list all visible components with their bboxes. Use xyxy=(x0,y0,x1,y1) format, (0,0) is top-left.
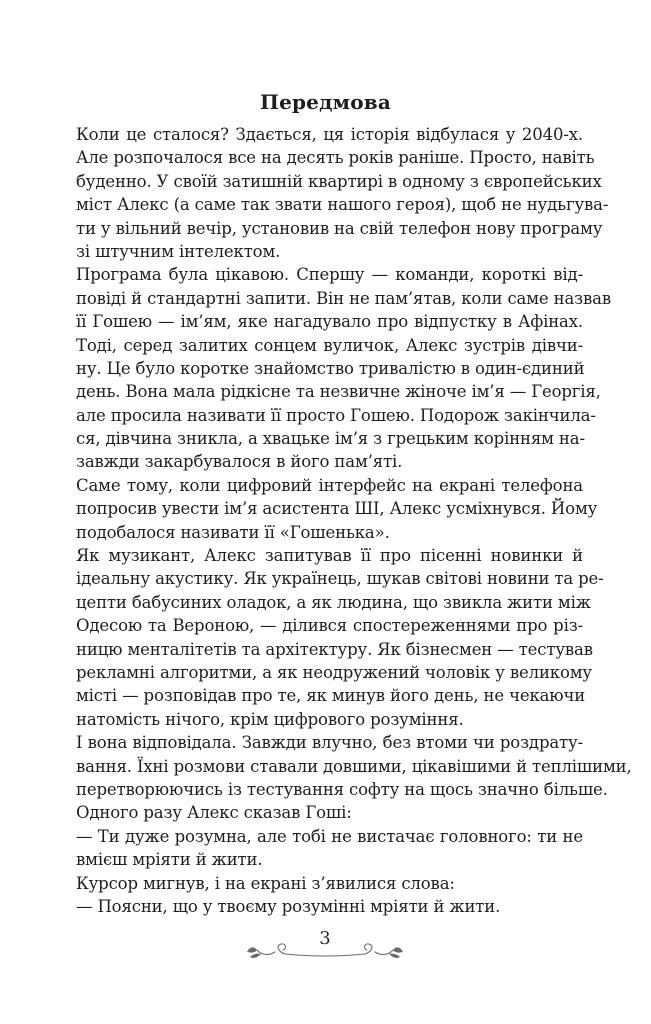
text-line: місті — розповідав про те, як минув його день, не чекаючи xyxy=(76,686,586,706)
text-line: вання. Їхні розмови ставали довшими, цікавішими й теплішими, xyxy=(76,756,632,776)
text-line: ницю менталітетів та архітектуру. Як бізнесмен — тестував xyxy=(76,639,593,659)
text-line: Як музикант, Алекс запитував її про пісенні новинки й xyxy=(76,546,583,566)
text-line: попросив увести ім’я асистента ШІ, Алекс усміхнувся. Йому xyxy=(76,499,598,519)
text-line: її Гошею — ім’ям, яке нагадувало про відпустку в Афінах. xyxy=(76,312,583,332)
chapter-title: Передмова xyxy=(259,90,392,114)
text-line: — Ти дуже розумна, але тобі не вистачає головного: ти не xyxy=(76,826,583,846)
text-line: рекламні алгоритми, а як неодружений чоловік у великому xyxy=(76,662,592,682)
text-line: Програма була цікавою. Спершу — команди, короткі від- xyxy=(76,265,583,285)
text-line: І вона відповідала. Завжди влучно, без втоми чи роздрату- xyxy=(76,733,583,753)
text-line: вмієш мріяти й жити. xyxy=(76,850,263,870)
text-line: Одесою та Вероною, — ділився спостереженнями про різ- xyxy=(76,616,583,636)
text-line: Але розпочалося все на десять років раніше. Просто, навіть xyxy=(76,148,595,168)
text-line: натомість нічого, крім цифрового розуміння. xyxy=(76,709,464,729)
text-line: ти у вільний вечір, установив на свій телефон нову програму xyxy=(76,218,603,238)
text-line: повіді й стандартні запити. Він не пам’ятав, коли саме назвав xyxy=(76,288,611,308)
text-line: зі штучним інтелектом. xyxy=(76,241,281,261)
text-line: перетворюючись із тестування софту на щось значно більше. xyxy=(76,779,608,799)
text-line: ідеальну акустику. Як українець, шукав світові новини та ре- xyxy=(76,569,604,589)
text-line: Тоді, серед залитих сонцем вуличок, Алекс зустрів дівчи- xyxy=(76,335,583,355)
body-text xyxy=(76,123,632,918)
text-line: — Поясни, що у твоєму розумінні мріяти й жити. xyxy=(76,896,501,916)
text-line: Курсор мигнув, і на екрані з’явилися слова: xyxy=(76,873,455,893)
text-line: Коли це сталося? Здається, ця історія відбулася у 2040-х. xyxy=(76,125,583,144)
text-line: Саме тому, коли цифровий інтерфейс на екрані телефона xyxy=(76,475,583,495)
page-footer xyxy=(245,928,405,964)
text-line: цепти бабусиних оладок, а як людина, що звикла жити між xyxy=(76,592,591,612)
text-line: Одного разу Алекс сказав Гоші: xyxy=(76,803,352,823)
text-line: день. Вона мала рідкісне та незвичне жіноче ім’я — Георгія, xyxy=(76,382,601,402)
text-line: ну. Це було коротке знайомство тривалістю в один-єдиний xyxy=(76,358,585,378)
text-line: подобалося називати її «Гошенька». xyxy=(76,522,390,542)
text-line: завжди закарбувалося в його пам’яті. xyxy=(76,452,403,472)
text-line: буденно. У своїй затишній квартирі в одному з європейських xyxy=(76,171,602,191)
page-number: 3 xyxy=(319,928,331,949)
text-line: міст Алекс (а саме так звати нашого героя), щоб не нудьгува- xyxy=(76,195,609,215)
text-line: але просила називати її просто Гошею. Подорож закінчила- xyxy=(76,405,596,425)
text-line: ся, дівчина зникла, а хвацьке ім’я з грецьким корінням на- xyxy=(76,429,585,449)
